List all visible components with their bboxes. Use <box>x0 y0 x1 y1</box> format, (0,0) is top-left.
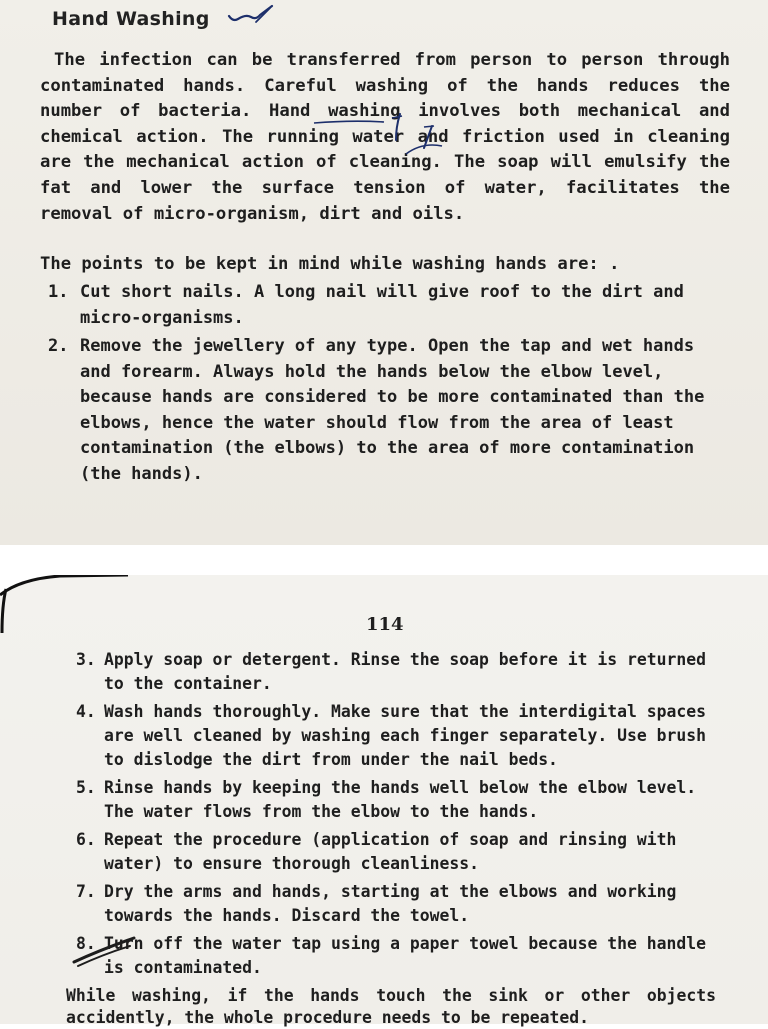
intro-paragraph-text: The infection can be transferred from person to person through contaminated hands. Careful washing of the hands reduces the number of bacteria. Hand washing involves both mechanical and chemical action. The running water and friction used in cleaning are the mechanical action of cleaning. The soap will emulsify the fat and lower the surface tension of water, facilitates the removal of micro-organism, dirt and oils. <box>40 50 730 224</box>
list-item <box>76 828 716 876</box>
list-item <box>76 932 716 980</box>
list-item-number: 7. <box>76 882 96 901</box>
list-item-number: 5. <box>76 778 96 797</box>
list-item-text: Rinse hands by keeping the hands well below the elbow level. The water flows from the elbow to the hands. <box>104 778 697 821</box>
list-item-number: 3. <box>76 650 96 669</box>
list-item-text: Repeat the procedure (application of soap and rinsing with water) to ensure thorough cleanliness. <box>104 830 677 873</box>
list-item <box>76 776 716 824</box>
list-item <box>48 280 728 331</box>
list-item-text: Dry the arms and hands, starting at the elbows and working towards the hands. Discard the towel. <box>104 882 677 925</box>
section-heading: Hand Washing <box>52 8 210 30</box>
closing-paragraph: While washing, if the hands touch the sink or other objects accidently, the whole procedure needs to be repeated. <box>66 986 716 1027</box>
list-item <box>48 334 728 487</box>
list-item-number: 8. <box>76 934 96 953</box>
list-item-number: 4. <box>76 702 96 721</box>
list-item-number: 2. <box>48 336 69 356</box>
list-item-text: Remove the jewellery of any type. Open the tap and wet hands and forearm. Always hold the hands below the elbow level, because hands are considered to be more contaminated than the elbows, hence the water should flow from the area of least contamination (the elbows) to the area of more contamination (the hands). <box>80 336 705 484</box>
list-item-number: 1. <box>48 282 69 302</box>
points-list-top <box>48 280 728 490</box>
list-item-text: Apply soap or detergent. Rinse the soap before it is returned to the container. <box>104 650 706 693</box>
list-item-text: Turn off the water tap using a paper towel because the handle is contaminated. <box>104 934 706 977</box>
page-number: 114 <box>366 614 404 635</box>
list-item <box>76 700 716 772</box>
list-item <box>76 648 716 696</box>
handwritten-tick-mark <box>226 4 276 30</box>
list-item <box>76 880 716 928</box>
page-gap <box>0 545 768 575</box>
list-item-text: Wash hands thoroughly. Make sure that the interdigital spaces are well cleaned by washing each finger separately. Use brush to dislodge the dirt from under the nail beds. <box>104 702 706 769</box>
points-list-bottom <box>76 648 716 984</box>
list-lead-in: The points to be kept in mind while washing hands are: . <box>40 254 620 274</box>
intro-paragraph <box>40 48 730 227</box>
page-corner-curl <box>0 575 130 635</box>
list-item-number: 6. <box>76 830 96 849</box>
list-item-text: Cut short nails. A long nail will give roof to the dirt and micro-organisms. <box>80 282 684 328</box>
